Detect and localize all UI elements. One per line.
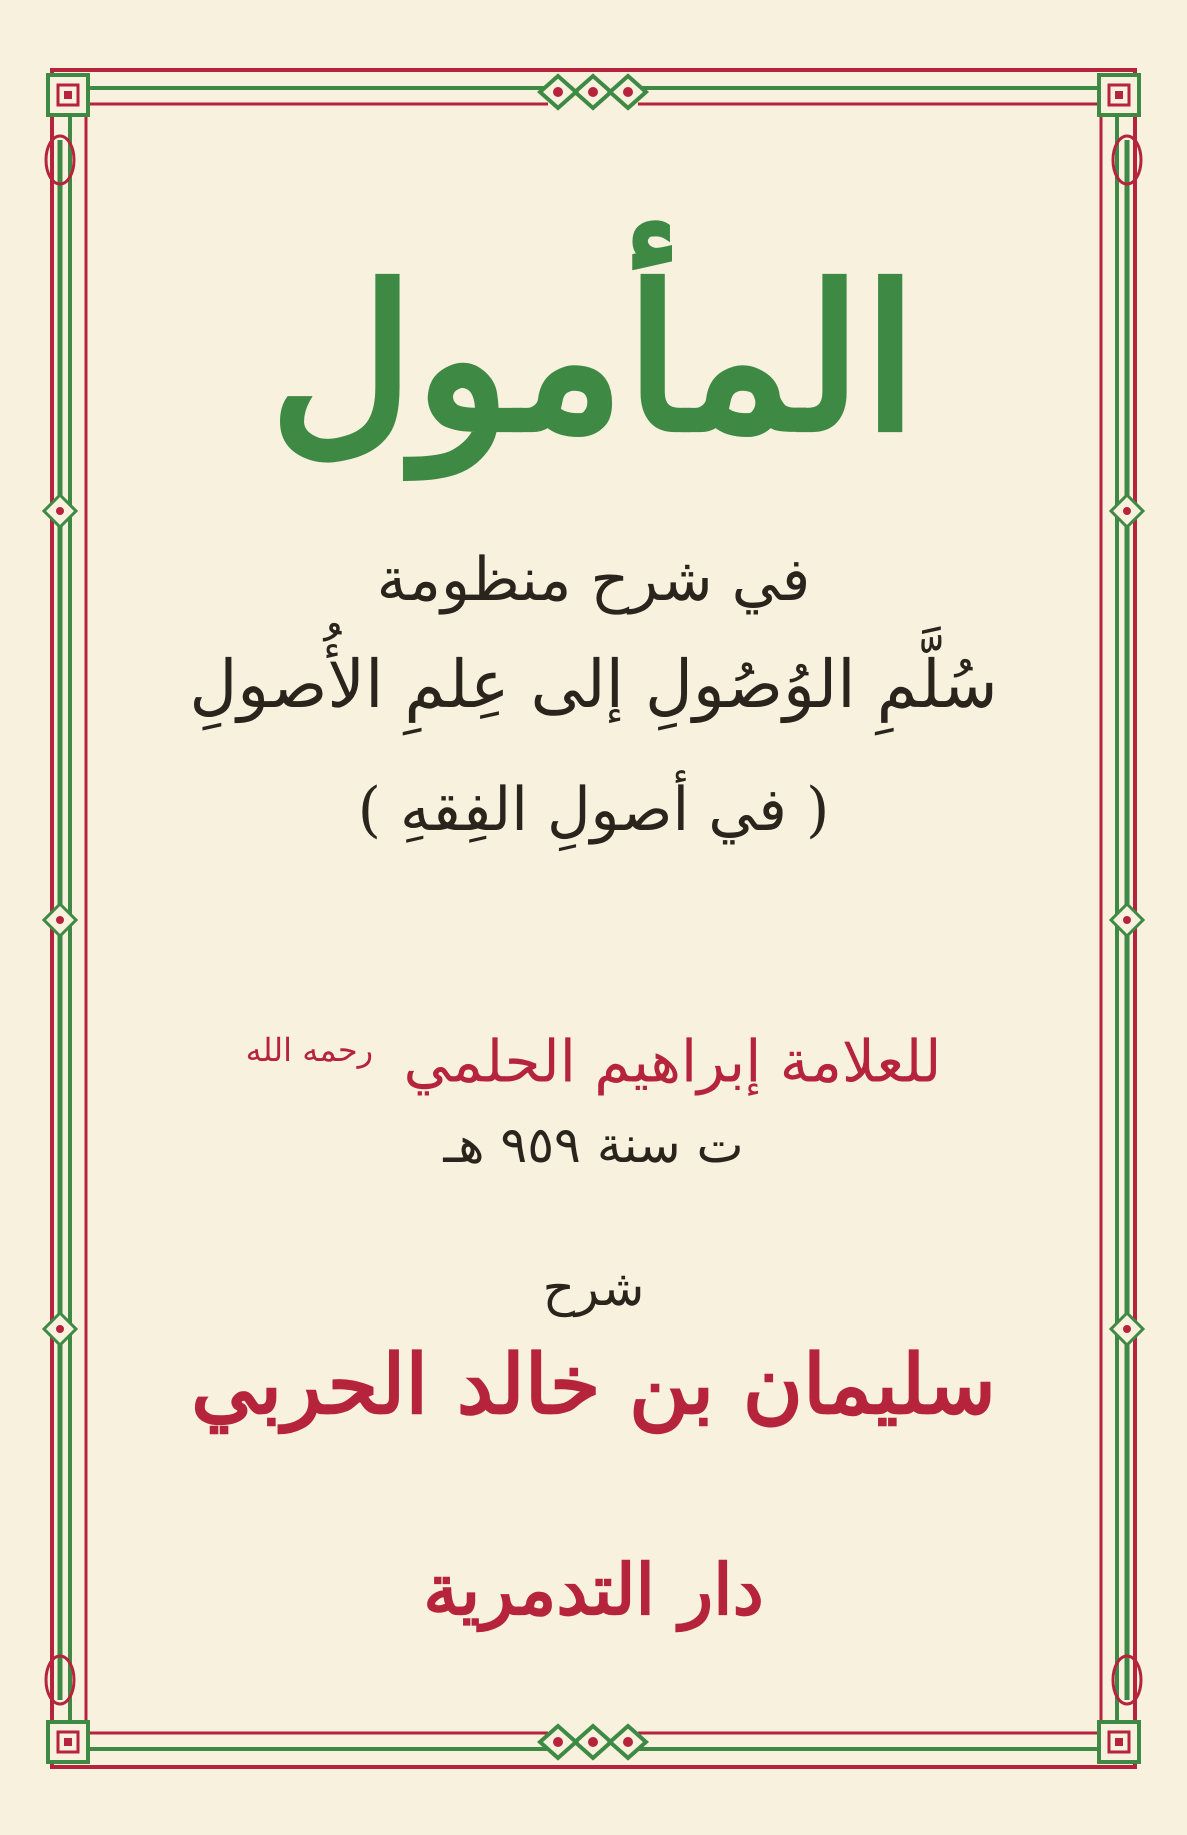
author-name: للعلامة إبراهيم الحلمي [403, 1027, 942, 1096]
corner-bottom-right-icon [1099, 1722, 1139, 1762]
bottom-diamond-ornament-icon [540, 1722, 646, 1762]
top-diamond-ornament-icon [540, 72, 646, 112]
corner-bottom-left-icon [48, 1722, 88, 1762]
publisher-name: دار التدمرية [423, 1548, 764, 1631]
sharh-label: شرح [542, 1259, 645, 1317]
author-honorific: رحمه الله [245, 1031, 374, 1069]
subtitle-sharh-manzuma: في شرح منظومة [376, 545, 811, 615]
original-author [0, 1010, 1187, 1101]
commentator-name: سليمان بن خالد الحربي [191, 1337, 996, 1433]
corner-top-left-icon [48, 75, 88, 115]
author-death-date: ت سنة ٩٥٩ هـ [443, 1116, 744, 1174]
subtitle-work-name: سُلَّمِ الوُصُولِ إلى عِلمِ الأُصولِ [189, 646, 998, 723]
book-title: المأمول [269, 242, 918, 477]
corner-top-right-icon [1099, 75, 1139, 115]
subtitle-subject: ( في أصولِ الفِقهِ ) [357, 775, 830, 845]
